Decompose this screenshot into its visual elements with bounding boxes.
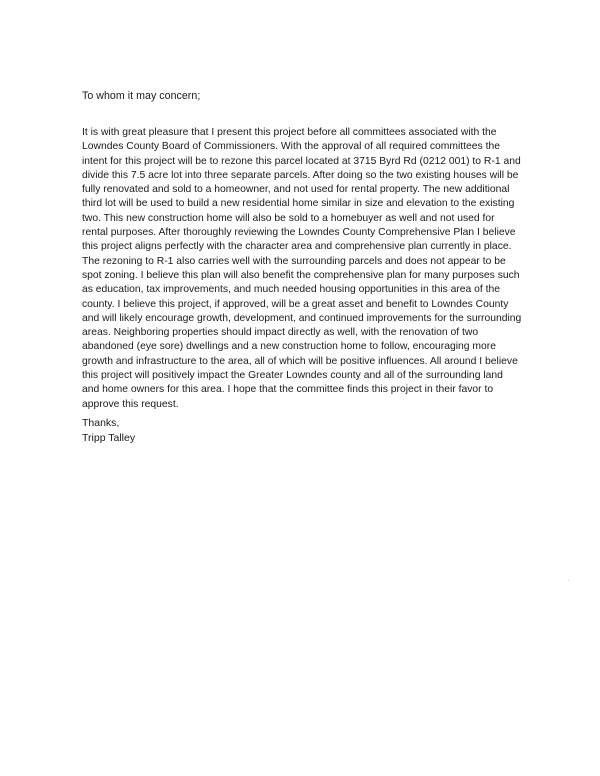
scan-speck bbox=[568, 580, 569, 581]
signature-name: Tripp Talley bbox=[82, 431, 136, 444]
body-line-15: areas. Neighboring properties should impact directly as well, with the renovation of two bbox=[82, 327, 479, 339]
body-line-20: approve this request. bbox=[82, 398, 179, 410]
body-line-6: third lot will be used to build a new residential home similar in size and elevation to the existing bbox=[82, 198, 515, 210]
body-line-18: this project will positively impact the Greater Lowndes county and all of the surrounding land bbox=[82, 370, 503, 382]
body-line-14: and will likely encourage growth, development, and continued improvements for the surrounding bbox=[82, 312, 522, 324]
body-line-10: The rezoning to R-1 also carries well with the surrounding parcels and does not appear to be bbox=[82, 255, 506, 267]
body-line-1: It is with great pleasure that I present this project before all committees associated with the bbox=[82, 127, 497, 138]
body-line-9: this project aligns perfectly with the character area and comprehensive plan currently in place. bbox=[82, 241, 512, 253]
body-line-11: spot zoning. I believe this plan will also benefit the comprehensive plan for many purposes such bbox=[82, 269, 520, 281]
body-line-8: rental purposes. After thoroughly reviewing the Lowndes County Comprehensive Plan I believe bbox=[82, 227, 516, 239]
body-line-2: Lowndes County Board of Commissioners. With the approval of all required committees the bbox=[82, 141, 500, 153]
body-line-3: intent for this project will be to rezone this parcel located at 3715 Byrd Rd (0212 001) to R-1 and bbox=[82, 155, 521, 167]
closing-block bbox=[82, 416, 135, 445]
body-line-7: two. This new construction home will also be sold to a homebuyer as well and not used for bbox=[82, 212, 495, 224]
body-line-17: growth and infrastructure to the area, all of which will be positive influences. All around I believe bbox=[82, 355, 518, 367]
closing-text: Thanks, bbox=[82, 417, 120, 429]
body-paragraph bbox=[82, 126, 542, 412]
body-line-16: abandoned (eye sore) dwellings and a new construction home to follow, encouraging more bbox=[82, 341, 497, 353]
body-line-13: county. I believe this project, if approved, will be a great asset and benefit to Lowndes County bbox=[82, 298, 509, 310]
body-line-19: and home owners for this area. I hope that the committee finds this project in their favor to bbox=[82, 384, 494, 396]
salutation: To whom it may concern; bbox=[82, 90, 201, 102]
body-line-12: as education, tax improvements, and much needed housing opportunities in this area of the bbox=[82, 284, 501, 296]
body-line-4: divide this 7.5 acre lot into three separate parcels. After doing so the two existing houses will be bbox=[82, 169, 519, 181]
body-line-5: fully renovated and sold to a homeowner, and not used for rental property. The new additional bbox=[82, 184, 510, 196]
